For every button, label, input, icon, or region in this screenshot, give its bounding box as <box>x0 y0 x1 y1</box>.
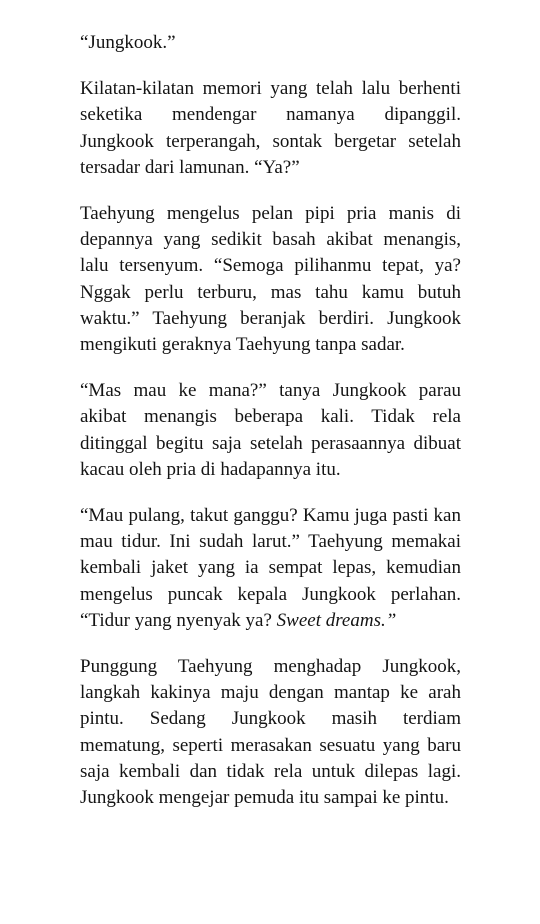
paragraph-2: Kilatan-kilatan memori yang telah lalu berhenti seketika mendengar namanya dipanggil. Jungkook terperangah, sontak bergetar setelah tersadar dari lamunan. “Ya?” <box>80 78 461 178</box>
paragraph-5-italic: Sweet dreams.” <box>276 609 397 631</box>
document-page <box>80 30 461 831</box>
paragraph-3: Taehyung mengelus pelan pipi pria manis di depannya yang sedikit basah akibat menangis, lalu tersenyum. “Semoga pilihanmu tepat, ya? Nggak perlu terburu, mas tahu kamu butuh waktu.” Taehyung beranjak berdiri. Jungkook mengikuti geraknya Taehyung tanpa sadar. <box>80 203 461 356</box>
paragraph-1: “Jungkook.” <box>80 32 176 53</box>
paragraph-5-main: “Mau pulang, takut ganggu? Kamu juga pasti kan mau tidur. Ini sudah larut.” Taehyung memakai kembali jaket yang ia sempat lepas, kemudian mengelus puncak kepala Jungkook perlahan. “Tidur yang nyenyak ya? <box>80 505 461 631</box>
paragraph-4: “Mas mau ke mana?” tanya Jungkook parau akibat menangis beberapa kali. Tidak rela ditinggal begitu saja setelah perasaannya dibuat kacau oleh pria di hadapannya itu. <box>80 380 461 480</box>
paragraph-5 <box>80 503 461 634</box>
paragraph-6: Punggung Taehyung menghadap Jungkook, langkah kakinya maju dengan mantap ke arah pintu. Sedang Jungkook masih terdiam mematung, seperti merasakan sesuatu yang baru saja kembali dan tidak rela untuk dilepas lagi. Jungkook mengejar pemuda itu sampai ke pintu. <box>80 656 461 809</box>
